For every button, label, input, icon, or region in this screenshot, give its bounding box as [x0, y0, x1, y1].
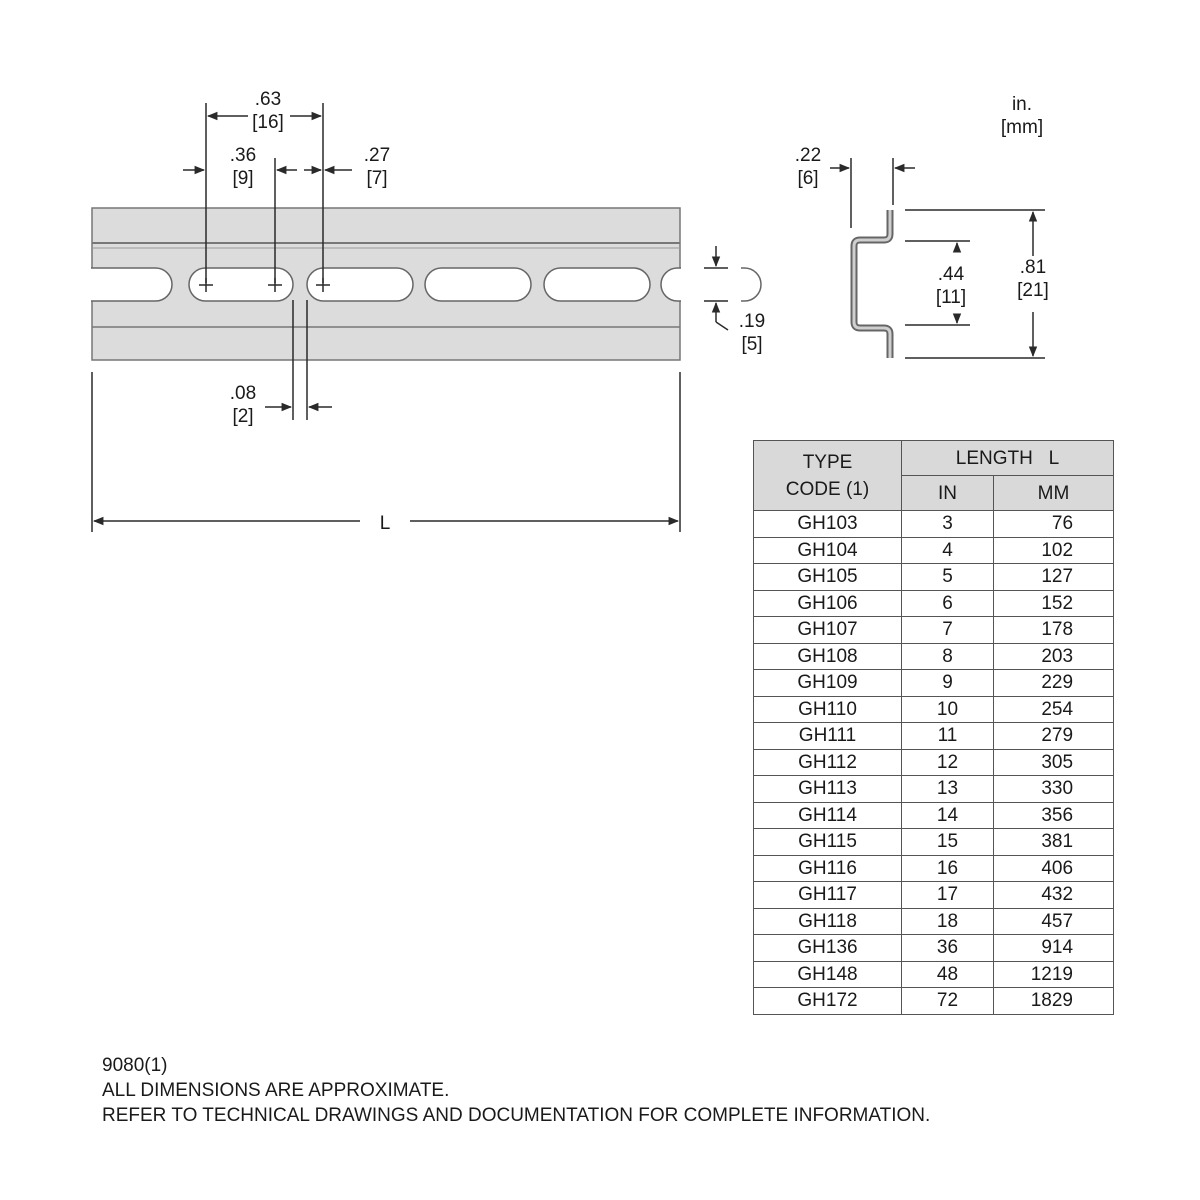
- cell-type-code: GH107: [754, 617, 902, 644]
- cell-length-in: 36: [902, 935, 994, 962]
- table-row: [754, 882, 1114, 909]
- table-row: [754, 908, 1114, 935]
- cell-length-mm: 305: [994, 749, 1114, 776]
- table-row: [754, 643, 1114, 670]
- cell-length-in: 48: [902, 961, 994, 988]
- dim-web-gap-mm: [2]: [232, 406, 254, 427]
- dim-flange-in: .22: [794, 145, 822, 166]
- header-type: TYPE: [802, 451, 853, 473]
- dim-slot-end-in: .27: [363, 145, 391, 166]
- cell-type-code: GH104: [754, 537, 902, 564]
- cell-type-code: GH110: [754, 696, 902, 723]
- cell-type-code: GH136: [754, 935, 902, 962]
- cell-type-code: GH118: [754, 908, 902, 935]
- cell-length-mm: 356: [994, 802, 1114, 829]
- cell-length-in: 72: [902, 988, 994, 1015]
- cell-length-in: 3: [902, 511, 994, 538]
- units-mm: [mm]: [1000, 117, 1044, 138]
- dim-inner-height-mm: [11]: [935, 287, 967, 308]
- footnotes: [102, 1053, 930, 1128]
- table-row: [754, 855, 1114, 882]
- cell-length-in: 17: [902, 882, 994, 909]
- side-dimension-labels: [795, 94, 1049, 308]
- cell-length-mm: 203: [994, 643, 1114, 670]
- cell-length-in: 7: [902, 617, 994, 644]
- cell-type-code: GH117: [754, 882, 902, 909]
- cell-length-in: 6: [902, 590, 994, 617]
- cell-type-code: GH113: [754, 776, 902, 803]
- rail-side-profile: [854, 210, 890, 358]
- table-row: [754, 829, 1114, 856]
- table-row: [754, 776, 1114, 803]
- cell-type-code: GH109: [754, 670, 902, 697]
- header-in: IN: [902, 476, 994, 511]
- cell-length-in: 14: [902, 802, 994, 829]
- dim-overall-height-in: .81: [1019, 257, 1047, 278]
- dim-inner-height-in: .44: [937, 264, 965, 285]
- cell-type-code: GH114: [754, 802, 902, 829]
- cell-length-mm: 1829: [994, 988, 1114, 1015]
- slot: [544, 268, 650, 301]
- cell-length-mm: 457: [994, 908, 1114, 935]
- cell-length-in: 8: [902, 643, 994, 670]
- dim-slot-end-mm: [7]: [366, 168, 388, 189]
- cell-length-in: 4: [902, 537, 994, 564]
- cell-length-mm: 76: [994, 511, 1114, 538]
- slot: [425, 268, 531, 301]
- dim-pitch-in: .63: [254, 89, 282, 110]
- dim-overall-height-mm: [21]: [1017, 280, 1049, 301]
- table-row: [754, 988, 1114, 1015]
- cell-length-in: 9: [902, 670, 994, 697]
- units-in: in.: [1011, 94, 1033, 115]
- table-row: [754, 749, 1114, 776]
- cell-type-code: GH148: [754, 961, 902, 988]
- header-type-code: [754, 441, 902, 511]
- profile-outline: [854, 210, 890, 358]
- cell-type-code: GH103: [754, 511, 902, 538]
- cell-type-code: GH116: [754, 855, 902, 882]
- dim-flange-mm: [6]: [797, 168, 819, 189]
- cell-length-mm: 152: [994, 590, 1114, 617]
- table-row: [754, 961, 1114, 988]
- table-row: [754, 537, 1114, 564]
- table-row: [754, 802, 1114, 829]
- cell-length-mm: 279: [994, 723, 1114, 750]
- cell-length-mm: 330: [994, 776, 1114, 803]
- dim-pitch-mm: [16]: [252, 112, 284, 133]
- rail-front-view: [40, 208, 761, 360]
- header-code: CODE (1): [785, 478, 870, 500]
- cell-length-mm: 102: [994, 537, 1114, 564]
- cell-length-mm: 254: [994, 696, 1114, 723]
- table-row: [754, 935, 1114, 962]
- cell-type-code: GH111: [754, 723, 902, 750]
- dim-slot-center-in: .36: [229, 145, 257, 166]
- dim-slot-width-mm: [5]: [741, 334, 763, 355]
- length-table: [753, 440, 1114, 1015]
- cell-length-mm: 914: [994, 935, 1114, 962]
- cell-length-mm: 1219: [994, 961, 1114, 988]
- rail-mask-left: [40, 260, 91, 310]
- dim-length-label: L: [379, 513, 391, 534]
- cell-length-in: 10: [902, 696, 994, 723]
- cell-type-code: GH106: [754, 590, 902, 617]
- cell-type-code: GH172: [754, 988, 902, 1015]
- cell-type-code: GH105: [754, 564, 902, 591]
- cell-length-in: 13: [902, 776, 994, 803]
- note-line-2: REFER TO TECHNICAL DRAWINGS AND DOCUMENTATION FOR COMPLETE INFORMATION.: [102, 1105, 931, 1126]
- header-mm: MM: [994, 476, 1114, 511]
- table-row: [754, 696, 1114, 723]
- table-row: [754, 511, 1114, 538]
- table-row: [754, 564, 1114, 591]
- cell-type-code: GH108: [754, 643, 902, 670]
- note-line-1: ALL DIMENSIONS ARE APPROXIMATE.: [102, 1080, 450, 1101]
- header-length: LENGTH L: [902, 441, 1114, 476]
- cell-type-code: GH112: [754, 749, 902, 776]
- cell-length-in: 5: [902, 564, 994, 591]
- table-row: [754, 670, 1114, 697]
- dim-web-gap-in: .08: [229, 383, 257, 404]
- table-row: [754, 590, 1114, 617]
- table-row: [754, 617, 1114, 644]
- cell-length-mm: 127: [994, 564, 1114, 591]
- table-body: [754, 511, 1114, 1015]
- cell-length-in: 11: [902, 723, 994, 750]
- dim-slot-width-in: .19: [738, 311, 766, 332]
- dim-slot-center-mm: [9]: [232, 168, 254, 189]
- note-ref: 9080(1): [102, 1055, 168, 1076]
- table-row: [754, 723, 1114, 750]
- cell-length-mm: 406: [994, 855, 1114, 882]
- cell-length-in: 15: [902, 829, 994, 856]
- cell-length-in: 18: [902, 908, 994, 935]
- cell-type-code: GH115: [754, 829, 902, 856]
- cell-length-mm: 178: [994, 617, 1114, 644]
- cell-length-in: 12: [902, 749, 994, 776]
- cell-length-mm: 381: [994, 829, 1114, 856]
- cell-length-in: 16: [902, 855, 994, 882]
- cell-length-mm: 229: [994, 670, 1114, 697]
- cell-length-mm: 432: [994, 882, 1114, 909]
